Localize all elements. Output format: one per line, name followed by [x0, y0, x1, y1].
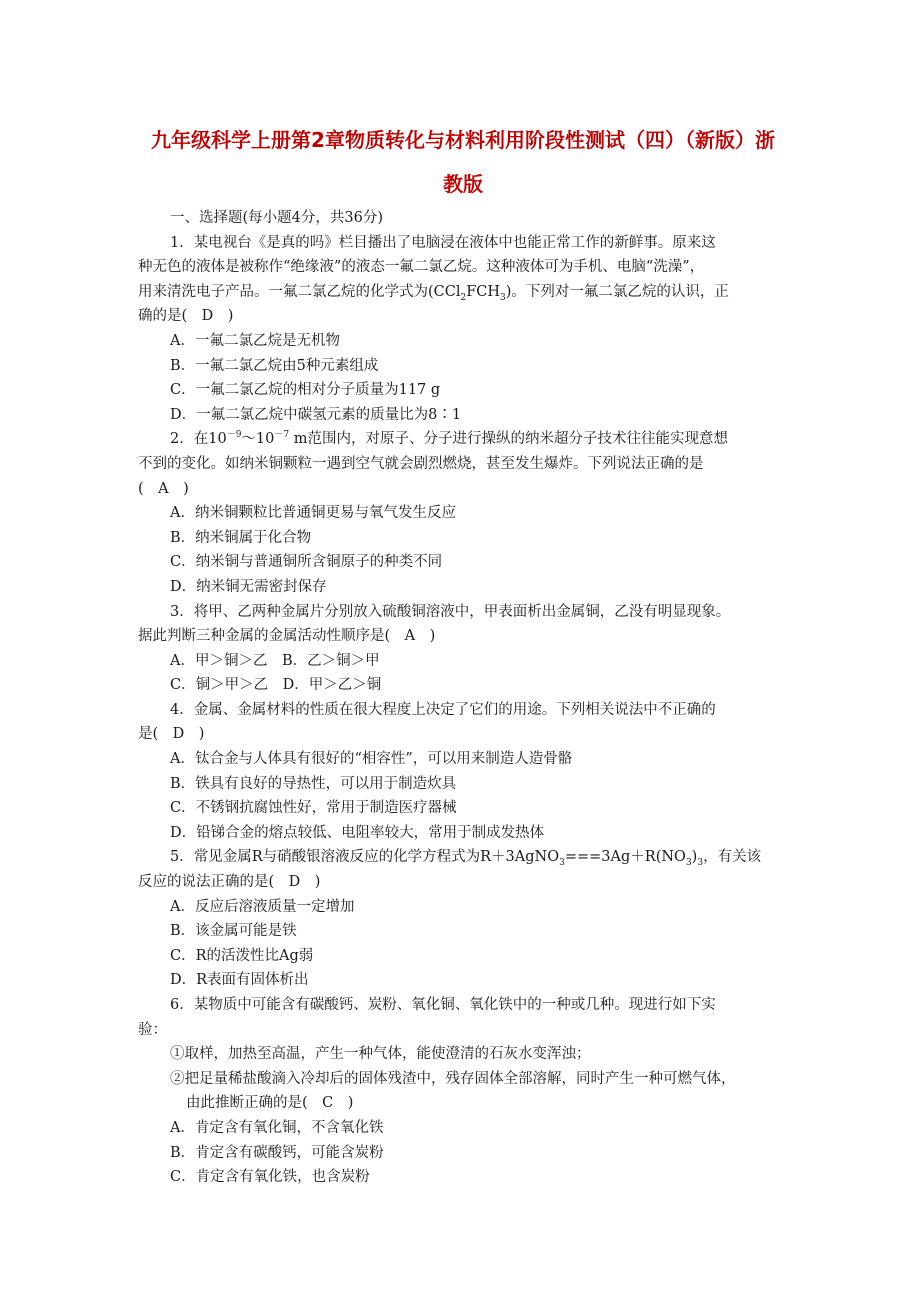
q1-sub-3: 3 — [500, 292, 506, 303]
q5-sub-a: 3 — [559, 858, 565, 869]
q1-option-c: C．一氟二氯乙烷的相对分子质量为117 g — [170, 382, 441, 399]
q4-option-c: C．不锈钢抗腐蚀性好，常用于制造医疗器械 — [170, 800, 457, 817]
q2-option-d: D．纳米铜无需密封保存 — [170, 578, 327, 595]
q2-option-b: B．纳米铜属于化合物 — [170, 529, 312, 546]
q2-stem-line-3: ( A ) — [138, 480, 189, 497]
title-line-2: 教版 — [443, 172, 483, 196]
section-heading: 一、选择题(每小题4分，共36分) — [170, 210, 383, 226]
q6-step-2b: 由此推断正确的是( C ) — [186, 1095, 354, 1112]
q1-stem-text-b: FCH — [466, 283, 501, 300]
q6-step-1: ①取样，加热至高温，产生一种气体，能使澄清的石灰水变浑浊； — [170, 1046, 591, 1063]
q6-option-c: C．肯定含有氧化铁，也含炭粉 — [170, 1169, 370, 1186]
q4-option-a: A．钛合金与人体具有很好的“相容性”，可以用来制造人造骨骼 — [170, 751, 573, 768]
q6-step-2a: ②把足量稀盐酸滴入冷却后的固体残渣中，残存固体全部溶解，同时产生一种可燃气体， — [170, 1070, 736, 1087]
document-body — [138, 206, 788, 1190]
q5-option-c: C．R的活泼性比Ag弱 — [170, 947, 314, 964]
document-title — [138, 118, 788, 206]
q5-stem-line-1 — [138, 845, 788, 870]
q6-stem-line-2: 验： — [138, 1021, 167, 1038]
q1-stem-line-2: 种无色的液体是被称作“绝缘液”的液态一氟二氯乙烷。这种液体可为手机、电脑“洗澡”， — [138, 259, 705, 276]
q1-sub-2: 2 — [460, 292, 467, 303]
q1-stem-line-1: 1．某电视台《是真的吗》栏目播出了电脑浸在液体中也能正常工作的新鲜事。原来这 — [170, 234, 716, 251]
q5-stem-text-c: ) — [691, 849, 698, 866]
q4-option-b: B．铁具有良好的导热性，可以用于制造炊具 — [170, 775, 457, 792]
q5-option-b: B．该金属可能是铁 — [170, 923, 297, 940]
q2-sup-2: －7 — [274, 430, 290, 441]
q6-option-b: B．肯定含有碳酸钙，可能含炭粉 — [170, 1144, 384, 1161]
q2-stem-line-2: 不到的变化。如纳米铜颗粒一遇到空气就会剧烈燃烧，甚至发生爆炸。下列说法正确的是 — [138, 455, 704, 472]
q5-option-d: D．R表面有固体析出 — [170, 972, 309, 989]
q3-options-row-1: A．甲＞铜＞乙 B．乙＞铜＞甲 — [170, 652, 380, 669]
q4-stem-line-2: 是( D ) — [138, 726, 205, 743]
q1-option-a: A．一氟二氯乙烷是无机物 — [170, 332, 340, 349]
q2-stem-line-1 — [138, 427, 788, 452]
q4-stem-line-1: 4．金属、金属材料的性质在很大程度上决定了它们的用途。下列相关说法中不正确的 — [170, 701, 716, 718]
q5-stem-text-a: 5．常见金属R与硝酸银溶液反应的化学方程式为R＋3AgNO — [170, 849, 560, 866]
q2-stem-text-a: 2．在10 — [170, 431, 227, 448]
q5-sub-c: 3 — [697, 858, 704, 869]
q1-option-b: B．一氟二氯乙烷由5种元素组成 — [170, 357, 379, 374]
q1-option-d: D．一氟二氯乙烷中碳氢元素的质量比为8∶1 — [170, 406, 462, 423]
q3-options-row-2: C．铜＞甲＞乙 D．甲＞乙＞铜 — [170, 677, 382, 694]
q5-sub-b: 3 — [685, 858, 692, 869]
q6-stem-line-1: 6．某物质中可能含有碳酸钙、炭粉、氧化铜、氧化铁中的一种或几种。现进行如下实 — [170, 997, 716, 1013]
q1-stem-line-3 — [138, 280, 788, 305]
q1-stem-text-a: 用来清洗电子产品。一氟二氯乙烷的化学式为(CCl — [138, 283, 461, 300]
q5-stem-line-2: 反应的说法正确的是( D ) — [138, 874, 321, 891]
q1-stem-text-c: )。下列对一氟二氯乙烷的认识，正 — [505, 283, 729, 300]
q2-stem-text-b: ～10 — [241, 431, 275, 448]
q4-option-d: D．铅锑合金的熔点较低、电阻率较大，常用于制成发热体 — [170, 824, 545, 841]
q2-option-a: A．纳米铜颗粒比普通铜更易与氧气发生反应 — [170, 505, 456, 522]
q5-option-a: A．反应后溶液质量一定增加 — [170, 898, 355, 915]
q1-stem-line-4: 确的是( D ) — [138, 308, 234, 325]
q3-stem-line-1: 3．将甲、乙两种金属片分别放入硫酸铜溶液中，甲表面析出金属铜，乙没有明显现象。 — [170, 603, 731, 620]
q5-stem-text-b: ===3Ag＋R(NO — [564, 849, 686, 866]
q2-sup-1: －9 — [226, 430, 242, 441]
q6-option-a: A．肯定含有氧化铜，不含氧化铁 — [170, 1119, 384, 1136]
q5-stem-text-d: ，有关该 — [703, 849, 762, 866]
title-line-1: 九年级科学上册第2章物质转化与材料利用阶段性测试（四）（新版）浙 — [151, 128, 775, 152]
q3-stem-line-2: 据此判断三种金属的金属活动性顺序是( A ) — [138, 628, 436, 645]
q2-option-c: C．纳米铜与普通铜所含铜原子的种类不同 — [170, 554, 443, 571]
q2-stem-text-c: m范围内，对原子、分子进行操纵的纳米超分子技术往往能实现意想 — [289, 431, 728, 448]
